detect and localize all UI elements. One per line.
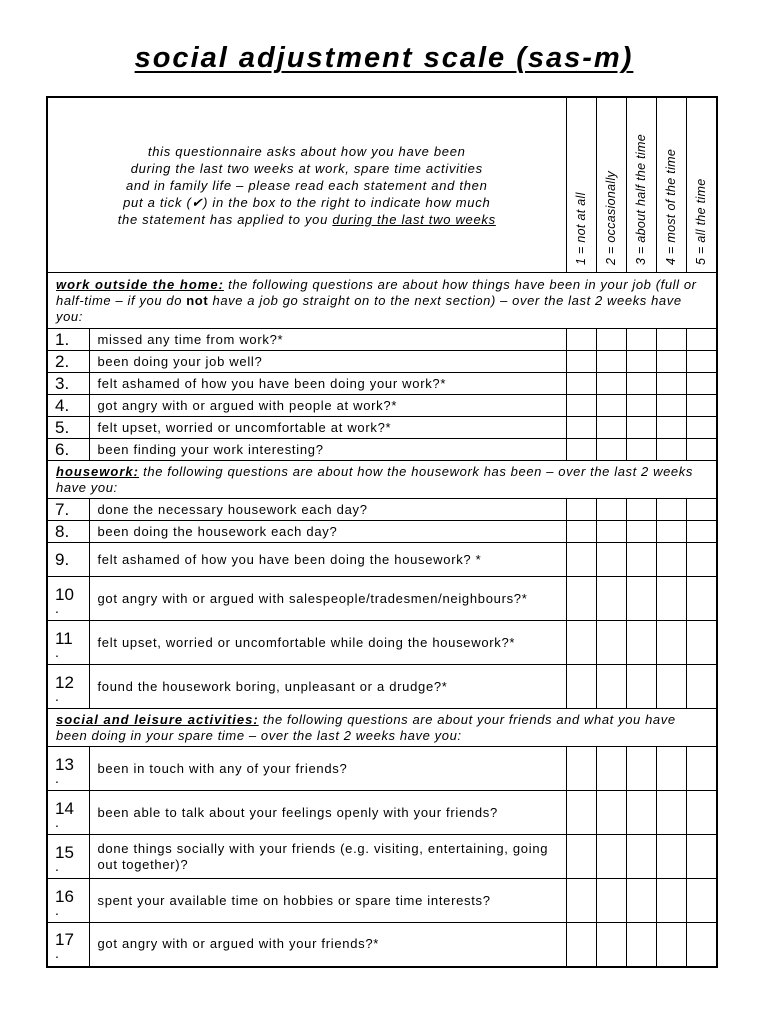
tick-box-1[interactable] — [566, 791, 596, 835]
question-number-cell — [47, 373, 89, 395]
tick-box-1[interactable] — [566, 879, 596, 923]
tick-box-2[interactable] — [596, 791, 626, 835]
question-text: been finding your work interesting? — [89, 439, 566, 461]
tick-box-3[interactable] — [626, 395, 656, 417]
section-text-bold: not — [186, 292, 209, 308]
tick-box-5[interactable] — [686, 329, 717, 351]
tick-box-3[interactable] — [626, 543, 656, 577]
tick-box-2[interactable] — [596, 499, 626, 521]
tick-box-1[interactable] — [566, 395, 596, 417]
question-number: 14 — [55, 798, 74, 818]
intro-text — [47, 97, 566, 273]
tick-box-3[interactable] — [626, 439, 656, 461]
question-number-dot: . — [55, 901, 59, 918]
tick-box-3[interactable] — [626, 521, 656, 543]
question-number-cell — [47, 395, 89, 417]
question-number: 11 — [55, 628, 73, 648]
question-number: 4. — [55, 395, 70, 415]
tick-box-2[interactable] — [596, 621, 626, 665]
question-text: done the necessary housework each day? — [89, 499, 566, 521]
question-row — [47, 351, 717, 373]
question-number: 12 — [55, 672, 74, 692]
tick-box-5[interactable] — [686, 665, 717, 709]
question-number: 2. — [55, 351, 70, 371]
question-number-dot: . — [55, 643, 59, 660]
question-row — [47, 835, 717, 879]
question-text: felt ashamed of how you have been doing the housework? * — [89, 543, 566, 577]
tick-box-3[interactable] — [626, 329, 656, 351]
question-text: found the housework boring, unpleasant or a drudge?* — [89, 665, 566, 709]
question-text: been doing the housework each day? — [89, 521, 566, 543]
question-number-cell — [47, 439, 89, 461]
question-row — [47, 665, 717, 709]
question-row — [47, 791, 717, 835]
question-text: felt ashamed of how you have been doing your work?* — [89, 373, 566, 395]
tick-box-4[interactable] — [656, 499, 686, 521]
scale-label: 2 = occasionally — [604, 170, 618, 265]
question-number: 13 — [55, 754, 74, 774]
tick-box-4[interactable] — [656, 621, 686, 665]
tick-box-5[interactable] — [686, 879, 717, 923]
question-number-cell — [47, 499, 89, 521]
tick-box-4[interactable] — [656, 543, 686, 577]
question-row — [47, 521, 717, 543]
question-number-dot: . — [55, 599, 59, 616]
question-row — [47, 395, 717, 417]
question-text: been in touch with any of your friends? — [89, 747, 566, 791]
tick-box-4[interactable] — [656, 329, 686, 351]
scale-label: 1 = not at all — [574, 192, 588, 265]
tick-box-3[interactable] — [626, 923, 656, 967]
section-text: the following questions are about how things have been in your job (full or half-time – if you do — [56, 276, 697, 308]
question-number-cell — [47, 621, 89, 665]
question-row — [47, 923, 717, 967]
question-row — [47, 439, 717, 461]
tick-box-4[interactable] — [656, 665, 686, 709]
tick-box-5[interactable] — [686, 499, 717, 521]
intro-line: put a tick (✔) in the box to the right to indicate how much — [123, 194, 491, 210]
tick-box-5[interactable] — [686, 373, 717, 395]
question-number-cell — [47, 577, 89, 621]
section-row-housework — [47, 461, 717, 499]
tick-box-3[interactable] — [626, 577, 656, 621]
tick-box-5[interactable] — [686, 923, 717, 967]
question-text: been doing your job well? — [89, 351, 566, 373]
tick-box-3[interactable] — [626, 835, 656, 879]
tick-box-2[interactable] — [596, 395, 626, 417]
page-title: social adjustment scale (sas-m) — [134, 42, 634, 74]
question-number-cell — [47, 791, 89, 835]
question-text: felt upset, worried or uncomfortable at work?* — [89, 417, 566, 439]
question-text: done things socially with your friends (e.g. visiting, entertaining, going out together)? — [89, 835, 566, 879]
tick-box-5[interactable] — [686, 521, 717, 543]
tick-box-1[interactable] — [566, 665, 596, 709]
questionnaire-table — [46, 96, 718, 968]
tick-box-4[interactable] — [656, 351, 686, 373]
question-row — [47, 373, 717, 395]
tick-box-4[interactable] — [656, 439, 686, 461]
question-row — [47, 879, 717, 923]
intro-line: the statement has applied to you during the last two weeks — [117, 211, 496, 227]
tick-box-1[interactable] — [566, 923, 596, 967]
tick-box-5[interactable] — [686, 417, 717, 439]
tick-box-2[interactable] — [596, 543, 626, 577]
question-number-cell — [47, 417, 89, 439]
tick-box-2[interactable] — [596, 351, 626, 373]
tick-box-4[interactable] — [656, 923, 686, 967]
tick-box-4[interactable] — [656, 521, 686, 543]
scale-label: 3 = about half the time — [634, 134, 648, 265]
scale-header-3 — [626, 97, 656, 273]
question-number: 7. — [55, 499, 70, 519]
question-row — [47, 747, 717, 791]
tick-box-3[interactable] — [626, 499, 656, 521]
tick-box-4[interactable] — [656, 395, 686, 417]
question-text: missed any time from work?* — [89, 329, 566, 351]
question-number: 10 — [55, 584, 74, 604]
tick-box-2[interactable] — [596, 417, 626, 439]
tick-box-5[interactable] — [686, 747, 717, 791]
section-heading: work outside the home: — [56, 276, 224, 292]
question-text: got angry with or argued with your friends?* — [89, 923, 566, 967]
question-number-cell — [47, 543, 89, 577]
question-number: 9. — [55, 549, 70, 569]
tick-box-4[interactable] — [656, 747, 686, 791]
question-number-cell — [47, 329, 89, 351]
intro-line: this questionnaire asks about how you have been — [147, 143, 466, 159]
section-row-social — [47, 709, 717, 747]
tick-box-3[interactable] — [626, 621, 656, 665]
intro-line: during the last two weeks at work, spare time activities — [130, 160, 483, 176]
tick-box-2[interactable] — [596, 923, 626, 967]
question-number: 6. — [55, 439, 70, 459]
tick-box-5[interactable] — [686, 791, 717, 835]
question-number: 17 — [55, 930, 74, 950]
question-number-cell — [47, 665, 89, 709]
question-number: 8. — [55, 521, 70, 541]
tick-box-1[interactable] — [566, 521, 596, 543]
tick-box-2[interactable] — [596, 373, 626, 395]
question-number-cell — [47, 923, 89, 967]
tick-box-4[interactable] — [656, 373, 686, 395]
section-row-work — [47, 273, 717, 329]
scale-header-2 — [596, 97, 626, 273]
question-text: got angry with or argued with salespeople/tradesmen/neighbours?* — [89, 577, 566, 621]
question-number-cell — [47, 351, 89, 373]
question-row — [47, 621, 717, 665]
tick-box-1[interactable] — [566, 351, 596, 373]
scale-header-4 — [656, 97, 686, 273]
tick-box-4[interactable] — [656, 879, 686, 923]
question-row — [47, 577, 717, 621]
tick-box-1[interactable] — [566, 543, 596, 577]
question-text: felt upset, worried or uncomfortable while doing the housework?* — [89, 621, 566, 665]
tick-box-1[interactable] — [566, 835, 596, 879]
section-heading: housework: — [56, 463, 139, 479]
tick-box-3[interactable] — [626, 351, 656, 373]
tick-box-3[interactable] — [626, 791, 656, 835]
tick-box-5[interactable] — [686, 439, 717, 461]
question-number-dot: . — [55, 813, 59, 830]
tick-box-4[interactable] — [656, 791, 686, 835]
question-number: 5. — [55, 417, 70, 437]
tick-box-2[interactable] — [596, 747, 626, 791]
question-number-dot: . — [55, 687, 59, 704]
tick-box-2[interactable] — [596, 329, 626, 351]
question-number-cell — [47, 835, 89, 879]
intro-line: and in family life – please read each statement and then — [125, 177, 488, 193]
section-heading: social and leisure activities: — [56, 711, 259, 727]
scale-header-1 — [566, 97, 596, 273]
question-number-cell — [47, 747, 89, 791]
tick-box-1[interactable] — [566, 417, 596, 439]
section-intro — [47, 461, 717, 499]
question-row — [47, 417, 717, 439]
header-row — [47, 97, 717, 273]
tick-box-2[interactable] — [596, 879, 626, 923]
tick-box-1[interactable] — [566, 329, 596, 351]
tick-box-2[interactable] — [596, 439, 626, 461]
tick-box-1[interactable] — [566, 439, 596, 461]
question-row — [47, 499, 717, 521]
question-number-dot: . — [55, 857, 59, 874]
tick-box-2[interactable] — [596, 521, 626, 543]
question-text: been able to talk about your feelings openly with your friends? — [89, 791, 566, 835]
question-text: spent your available time on hobbies or spare time interests? — [89, 879, 566, 923]
tick-box-5[interactable] — [686, 543, 717, 577]
tick-box-5[interactable] — [686, 351, 717, 373]
scale-label: 5 = all the time — [694, 178, 709, 265]
tick-box-5[interactable] — [686, 835, 717, 879]
section-text: the following questions are about your friends and what you have been doing in your spare time – over the last 2 weeks have you: — [56, 711, 676, 743]
tick-box-5[interactable] — [686, 621, 717, 665]
question-number: 15 — [55, 842, 74, 862]
tick-box-3[interactable] — [626, 373, 656, 395]
tick-box-1[interactable] — [566, 577, 596, 621]
question-row — [47, 329, 717, 351]
tick-box-1[interactable] — [566, 747, 596, 791]
tick-box-5[interactable] — [686, 577, 717, 621]
tick-box-2[interactable] — [596, 665, 626, 709]
tick-box-3[interactable] — [626, 665, 656, 709]
question-number-dot: . — [55, 945, 59, 962]
tick-box-1[interactable] — [566, 621, 596, 665]
tick-box-2[interactable] — [596, 577, 626, 621]
question-number-cell — [47, 521, 89, 543]
tick-box-4[interactable] — [656, 835, 686, 879]
question-number: 16 — [55, 886, 74, 906]
scale-label: 4 = most of the time — [664, 148, 678, 265]
tick-box-5[interactable] — [686, 395, 717, 417]
tick-box-1[interactable] — [566, 373, 596, 395]
section-intro — [47, 273, 717, 329]
question-row — [47, 543, 717, 577]
tick-box-4[interactable] — [656, 577, 686, 621]
tick-box-3[interactable] — [626, 747, 656, 791]
section-intro — [47, 709, 717, 747]
scale-header-5 — [686, 97, 717, 273]
question-number: 3. — [55, 373, 70, 393]
question-number: 1. — [55, 329, 70, 349]
tick-box-3[interactable] — [626, 417, 656, 439]
tick-box-4[interactable] — [656, 417, 686, 439]
question-number-cell — [47, 879, 89, 923]
question-text: got angry with or argued with people at work?* — [89, 395, 566, 417]
section-text: have a job go straight on to the next section) – over the last 2 weeks have you: — [56, 292, 682, 324]
section-text: the following questions are about how the housework has been – over the last 2 weeks have you: — [56, 463, 693, 495]
tick-box-2[interactable] — [596, 835, 626, 879]
question-number-dot: . — [55, 769, 59, 786]
tick-box-1[interactable] — [566, 499, 596, 521]
tick-box-3[interactable] — [626, 879, 656, 923]
